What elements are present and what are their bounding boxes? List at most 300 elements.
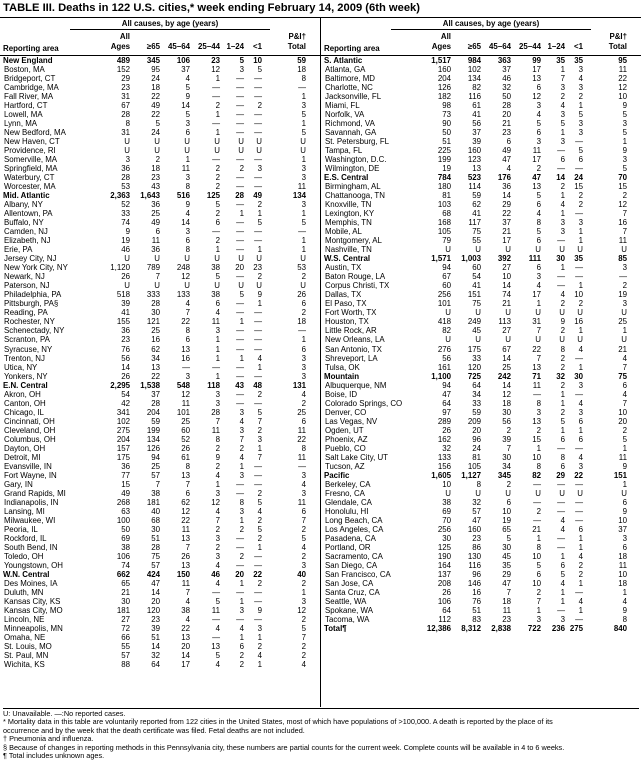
footnote-mortality-cont: occurrence and by the week that the death certificate was filed. Fetal deaths are not included.: [3, 725, 305, 735]
table-row: [321, 101, 641, 110]
cell-all-ages: 156: [437, 461, 451, 471]
cell-all-ages: 164: [437, 560, 451, 570]
reporting-area-name: Honolulu, HI: [325, 506, 369, 516]
cell-pi-total: 7: [301, 515, 306, 525]
reporting-area-name: Utica, NY: [4, 362, 38, 372]
cell-45-64: U: [184, 137, 190, 147]
cell-all-ages: 64: [442, 398, 451, 408]
cell-lt1: 5: [257, 497, 262, 507]
cell-25-44: 3: [215, 389, 220, 399]
cell-all-ages: 275: [116, 425, 130, 435]
cell-lt1: —: [254, 83, 262, 93]
cell-1-24: 3: [560, 614, 565, 624]
cell-25-44: 1: [215, 371, 220, 381]
cell-lt1: 1: [257, 660, 262, 670]
cell-all-ages: 26: [442, 425, 451, 435]
cell-1-24: —: [557, 605, 565, 615]
cell-45-64: 13: [181, 560, 190, 570]
cell-65: 51: [151, 533, 160, 543]
reporting-area-name: Rockford, IL: [4, 533, 47, 543]
cell-65: 20: [472, 425, 481, 435]
cell-1-24: 32: [556, 371, 565, 381]
col-header-reporting-area: Reporting area: [3, 44, 59, 53]
cell-all-ages: 784: [437, 173, 451, 183]
cell-65: 120: [467, 362, 481, 372]
cell-lt1: —: [254, 344, 262, 354]
cell-all-ages: 38: [121, 542, 130, 552]
cell-45-64: 47: [502, 578, 511, 588]
cell-65: 5: [155, 119, 160, 129]
cell-pi-total: U: [300, 137, 306, 147]
cell-1-24: —: [236, 272, 244, 282]
cell-pi-total: 3: [301, 470, 306, 480]
table-row: [321, 552, 641, 561]
table-row: [0, 606, 320, 615]
cell-25-44: —: [212, 614, 220, 624]
reporting-area-name: New England: [3, 56, 53, 65]
cell-65: 2: [155, 155, 160, 165]
cell-lt1: 35: [574, 56, 583, 65]
cell-25-44: 5: [215, 272, 220, 282]
cell-all-ages: 74: [121, 218, 130, 228]
cell-pi-total: 151: [613, 470, 627, 480]
cell-65: 28: [151, 542, 160, 552]
cell-lt1: —: [254, 614, 262, 624]
cell-45-64: 34: [502, 461, 511, 471]
cell-pi-total: 1: [301, 209, 306, 219]
table-row: [321, 182, 641, 191]
cell-1-24: 3: [239, 506, 244, 516]
table-row: [0, 119, 320, 128]
cell-45-64: 10: [502, 272, 511, 282]
table-row: [0, 471, 320, 480]
cell-pi-total: 3: [301, 353, 306, 363]
cell-pi-total: 3: [301, 101, 306, 111]
cell-1-24: —: [236, 371, 244, 381]
cell-65: 75: [151, 551, 160, 561]
cell-1-24: —: [557, 479, 565, 489]
cell-pi-total: 840: [613, 623, 627, 633]
col-header-45-64: 45–64: [168, 42, 190, 51]
cell-1-24: 1: [560, 587, 565, 597]
cell-1-24: 4: [560, 200, 565, 210]
cell-45-64: 20: [181, 642, 190, 652]
cell-65: U: [154, 281, 160, 291]
cell-pi-total: 3: [301, 200, 306, 210]
reporting-area-name: Lexington, KY: [325, 209, 375, 219]
cell-45-64: 14: [181, 101, 190, 111]
cell-lt1: —: [575, 479, 583, 489]
cell-all-ages: 1,120: [110, 263, 130, 273]
cell-1-24: —: [236, 227, 244, 237]
cell-1-24: 1: [239, 515, 244, 525]
reporting-area-name: St. Petersburg, FL: [325, 137, 390, 147]
cell-pi-total: U: [621, 308, 627, 318]
cell-all-ages: 31: [121, 128, 130, 138]
cell-25-44: 4: [536, 281, 541, 291]
cell-all-ages: 70: [442, 515, 451, 525]
cell-65: 33: [472, 353, 481, 363]
table-row: [0, 588, 320, 597]
cell-45-64: 14: [502, 353, 511, 363]
cell-lt1: 3: [578, 65, 583, 75]
table-row: [321, 345, 641, 354]
cell-lt1: —: [254, 173, 262, 183]
cell-45-64: 10: [502, 506, 511, 516]
cell-all-ages: 162: [437, 434, 451, 444]
cell-all-ages: 68: [442, 209, 451, 219]
reporting-area-name: Lynn, MA: [4, 119, 38, 129]
cell-45-64: 52: [181, 434, 190, 444]
cell-pi-total: 11: [618, 236, 627, 246]
reporting-area-name: Allentown, PA: [4, 209, 53, 219]
cell-65: 121: [146, 317, 160, 327]
cell-65: U: [475, 245, 481, 255]
reporting-area-name: Schenectady, NY: [4, 326, 65, 336]
cell-lt1: U: [577, 308, 583, 318]
cell-lt1: —: [575, 497, 583, 507]
cell-all-ages: 137: [437, 569, 451, 579]
cell-25-44: 5: [536, 227, 541, 237]
cell-25-44: —: [212, 633, 220, 642]
reporting-area-name: Little Rock, AR: [325, 326, 377, 336]
reporting-area-name: Austin, TX: [325, 263, 362, 273]
table-row: [0, 651, 320, 660]
table-row: [321, 110, 641, 119]
cell-all-ages: 1,605: [431, 470, 451, 480]
table-row: [0, 399, 320, 408]
cell-65: 14: [151, 642, 160, 652]
cell-1-24: 6: [560, 434, 565, 444]
cell-lt1: —: [575, 209, 583, 219]
table-row: [321, 128, 641, 137]
cell-all-ages: U: [445, 245, 451, 255]
cell-65: 1,003: [461, 254, 481, 264]
cell-1-24: 4: [239, 416, 244, 426]
region-row: [321, 372, 641, 381]
cell-65: 209: [467, 416, 481, 426]
reporting-area-name: Milwaukee, WI: [4, 515, 56, 525]
cell-all-ages: 69: [121, 533, 130, 543]
col-header-pi-total: P&I† Total: [608, 32, 627, 51]
cell-all-ages: 199: [437, 155, 451, 165]
cell-45-64: 14: [502, 191, 511, 201]
cell-25-44: 2: [536, 506, 541, 516]
cell-25-44: U: [535, 335, 541, 345]
cell-lt1: 2: [578, 92, 583, 102]
cell-all-ages: 88: [121, 660, 130, 670]
cell-45-64: 38: [181, 605, 190, 615]
cell-65: 25: [151, 461, 160, 471]
cell-all-ages: 157: [116, 443, 130, 453]
cell-25-44: 4: [215, 560, 220, 570]
cell-1-24: 14: [556, 173, 565, 183]
right-rows: [321, 56, 641, 633]
reporting-area-name: W.N. Central: [3, 569, 50, 579]
cell-45-64: 6: [185, 128, 190, 138]
cell-25-44: 4: [215, 578, 220, 588]
cell-65: 59: [151, 416, 160, 426]
cell-1-24: 3: [560, 110, 565, 120]
cell-all-ages: 26: [121, 272, 130, 282]
cell-all-ages: 180: [437, 182, 451, 192]
cell-65: 47: [472, 515, 481, 525]
cell-lt1: 48: [253, 380, 262, 390]
cell-65: 151: [467, 290, 481, 300]
cell-all-ages: 66: [121, 633, 130, 642]
cell-65: 23: [151, 173, 160, 183]
cell-1-24: 43: [235, 380, 244, 390]
cell-pi-total: 7: [622, 398, 627, 408]
cell-1-24: —: [236, 200, 244, 210]
cell-45-64: 5: [506, 533, 511, 543]
table-row: [0, 290, 320, 299]
cell-25-44: 5: [536, 119, 541, 129]
cell-all-ages: U: [445, 488, 451, 498]
cell-pi-total: 2: [301, 642, 306, 652]
table-title: TABLE III. Deaths in 122 U.S. cities,* week ending February 14, 2009 (6th week): [3, 2, 420, 14]
cell-pi-total: 25: [297, 407, 306, 417]
cell-pi-total: 2: [622, 281, 627, 291]
cell-65: 51: [151, 633, 160, 642]
reporting-area-name: Gary, IN: [4, 479, 33, 489]
cell-65: 14: [151, 587, 160, 597]
cell-1-24: —: [236, 398, 244, 408]
cell-45-64: 11: [181, 578, 190, 588]
right-table: [321, 17, 641, 633]
reporting-area-name: Canton, OH: [4, 398, 46, 408]
cell-lt1: 2: [257, 515, 262, 525]
cell-45-64: 26: [181, 443, 190, 453]
table-row: [0, 561, 320, 570]
reporting-area-name: Lowell, MA: [4, 110, 43, 120]
cell-45-64: 22: [181, 515, 190, 525]
cell-lt1: U: [256, 146, 262, 156]
cell-25-44: —: [212, 227, 220, 237]
cell-pi-total: 4: [301, 660, 306, 670]
cell-pi-total: 5: [301, 623, 306, 633]
cell-1-24: U: [238, 146, 244, 156]
cell-65: 49: [151, 101, 160, 111]
cell-1-24: —: [236, 83, 244, 93]
cell-1-24: 5: [560, 119, 565, 129]
cell-65: 34: [472, 389, 481, 399]
cell-lt1: —: [254, 470, 262, 480]
cell-lt1: 2: [257, 488, 262, 498]
cell-pi-total: 1: [622, 137, 627, 147]
cell-25-44: 2: [215, 236, 220, 246]
cell-pi-total: 20: [618, 416, 627, 426]
cell-25-44: U: [535, 308, 541, 318]
reporting-area-name: Albany, NY: [4, 200, 43, 210]
cell-pi-total: 5: [301, 128, 306, 138]
cell-1-24: 1: [239, 209, 244, 219]
table-row: [0, 516, 320, 525]
cell-65: U: [154, 146, 160, 156]
cell-pi-total: 2: [301, 614, 306, 624]
cell-1-24: 3: [239, 425, 244, 435]
cell-lt1: 6: [578, 434, 583, 444]
cell-45-64: 28: [502, 101, 511, 111]
cell-65: 345: [146, 56, 160, 65]
cell-1-24: 3: [239, 407, 244, 417]
reporting-area-name: Mobile, AL: [325, 227, 362, 237]
reporting-area-name: Columbus, OH: [4, 434, 56, 444]
cell-45-64: —: [182, 362, 190, 372]
cell-45-64: 6: [506, 497, 511, 507]
cell-pi-total: 2: [301, 272, 306, 282]
cell-pi-total: 19: [618, 290, 627, 300]
cell-pi-total: 3: [301, 362, 306, 372]
table-row: [0, 272, 320, 281]
cell-1-24: 4: [560, 101, 565, 111]
cell-lt1: —: [254, 335, 262, 345]
cell-25-44: 28: [211, 407, 220, 417]
cell-lt1: 1: [578, 101, 583, 111]
cell-25-44: —: [212, 587, 220, 597]
cell-pi-total: 3: [301, 173, 306, 183]
cell-45-64: 2,838: [491, 623, 511, 633]
cell-25-44: U: [214, 254, 220, 264]
reporting-area-name: Baton Rouge, LA: [325, 272, 386, 282]
cell-lt1: 275: [569, 623, 583, 633]
cell-45-64: 3: [185, 173, 190, 183]
cell-65: 199: [146, 425, 160, 435]
cell-45-64: 3: [185, 371, 190, 381]
cell-65: 64: [472, 380, 481, 390]
reporting-area-name: Jacksonville, FL: [325, 92, 382, 102]
table-row: [321, 507, 641, 516]
cell-65: 102: [467, 65, 481, 75]
cell-lt1: 3: [257, 164, 262, 174]
cell-45-64: 5: [185, 110, 190, 120]
cell-1-24: —: [236, 542, 244, 552]
cell-1-24: —: [236, 308, 244, 318]
cell-45-64: 7: [185, 587, 190, 597]
cell-all-ages: 30: [121, 596, 130, 606]
cell-lt1: —: [575, 353, 583, 363]
cell-25-44: 4: [215, 308, 220, 318]
cell-pi-total: 9: [622, 101, 627, 111]
reporting-area-name: Hartford, CT: [4, 101, 48, 111]
table-row: [321, 308, 641, 317]
cell-all-ages: 106: [437, 596, 451, 606]
cell-25-44: 13: [532, 182, 541, 192]
cell-lt1: 49: [253, 191, 262, 201]
cell-25-44: 2: [215, 524, 220, 534]
cell-1-24: —: [557, 506, 565, 516]
cell-all-ages: 182: [437, 92, 451, 102]
reporting-area-name: San Jose, CA: [325, 578, 374, 588]
cell-45-64: 7: [185, 308, 190, 318]
cell-25-44: 22: [532, 344, 541, 354]
cell-all-ages: 46: [121, 245, 130, 255]
cell-65: 984: [467, 56, 481, 65]
reporting-area-name: Memphis, TN: [325, 218, 372, 228]
cell-lt1: —: [254, 92, 262, 102]
cell-45-64: 13: [181, 470, 190, 480]
cell-lt1: U: [577, 245, 583, 255]
cell-1-24: —: [236, 479, 244, 489]
cell-pi-total: 2: [622, 191, 627, 201]
cell-pi-total: —: [298, 461, 306, 471]
cell-all-ages: 33: [121, 209, 130, 219]
cell-pi-total: 1: [301, 155, 306, 165]
cell-1-24: 2: [239, 524, 244, 534]
cell-all-ages: 39: [121, 299, 130, 309]
cell-all-ages: 2,295: [110, 380, 130, 390]
cell-45-64: 8: [185, 245, 190, 255]
cell-45-64: 19: [502, 515, 511, 525]
reporting-area-name: Miami, FL: [325, 101, 360, 111]
cell-45-64: 62: [181, 497, 190, 507]
cell-lt1: 2: [257, 425, 262, 435]
cell-pi-total: 5: [622, 128, 627, 138]
reporting-area-name: W.S. Central: [324, 254, 371, 264]
cell-all-ages: 204: [116, 434, 130, 444]
table-row: [321, 489, 641, 498]
cell-25-44: 1: [215, 128, 220, 138]
table-row: [0, 426, 320, 435]
cell-all-ages: 1,571: [431, 254, 451, 264]
cell-25-44: 4: [215, 660, 220, 670]
cell-lt1: —: [575, 506, 583, 516]
cell-25-44: 1: [215, 110, 220, 120]
cell-45-64: 12: [181, 506, 190, 516]
cell-45-64: 516: [176, 191, 190, 201]
cell-65: 62: [472, 200, 481, 210]
reporting-area-name: Corpus Christi, TX: [325, 281, 390, 291]
cell-1-24: 2: [239, 660, 244, 670]
cell-lt1: —: [575, 164, 583, 174]
cell-all-ages: 56: [442, 353, 451, 363]
cell-all-ages: 14: [121, 362, 130, 372]
table-row: [321, 227, 641, 236]
cell-all-ages: 103: [437, 200, 451, 210]
cell-pi-total: 1: [301, 92, 306, 102]
cell-lt1: 1: [257, 362, 262, 372]
cell-25-44: 13: [211, 642, 220, 652]
cell-all-ages: 101: [437, 299, 451, 309]
cell-25-44: —: [212, 119, 220, 129]
cell-all-ages: 38: [442, 497, 451, 507]
cell-lt1: —: [575, 515, 583, 525]
cell-lt1: 4: [257, 506, 262, 516]
cell-25-44: —: [212, 155, 220, 165]
cell-65: 249: [467, 317, 481, 327]
region-row: [321, 173, 641, 182]
table-row: [321, 606, 641, 615]
reporting-area-name: Santa Cruz, CA: [325, 587, 380, 597]
cell-25-44: 11: [211, 425, 220, 435]
footnote-total: ¶ Total includes unknown ages.: [3, 751, 105, 760]
cell-all-ages: 97: [442, 407, 451, 417]
reporting-area-name: Fort Worth, TX: [325, 308, 377, 318]
cell-pi-total: 3: [622, 263, 627, 273]
table-row: [0, 354, 320, 363]
reporting-area-name: Reading, PA: [4, 308, 48, 318]
reporting-area-name: Tampa, FL: [325, 146, 363, 156]
cell-1-24: U: [559, 488, 565, 498]
cell-1-24: 1: [560, 65, 565, 75]
cell-25-44: 8: [215, 434, 220, 444]
reporting-area-name: Norfolk, VA: [325, 110, 365, 120]
cell-all-ages: 19: [121, 236, 130, 246]
cell-lt1: 4: [578, 596, 583, 606]
cell-1-24: —: [557, 281, 565, 291]
cell-65: U: [154, 254, 160, 264]
cell-pi-total: 2: [301, 308, 306, 318]
